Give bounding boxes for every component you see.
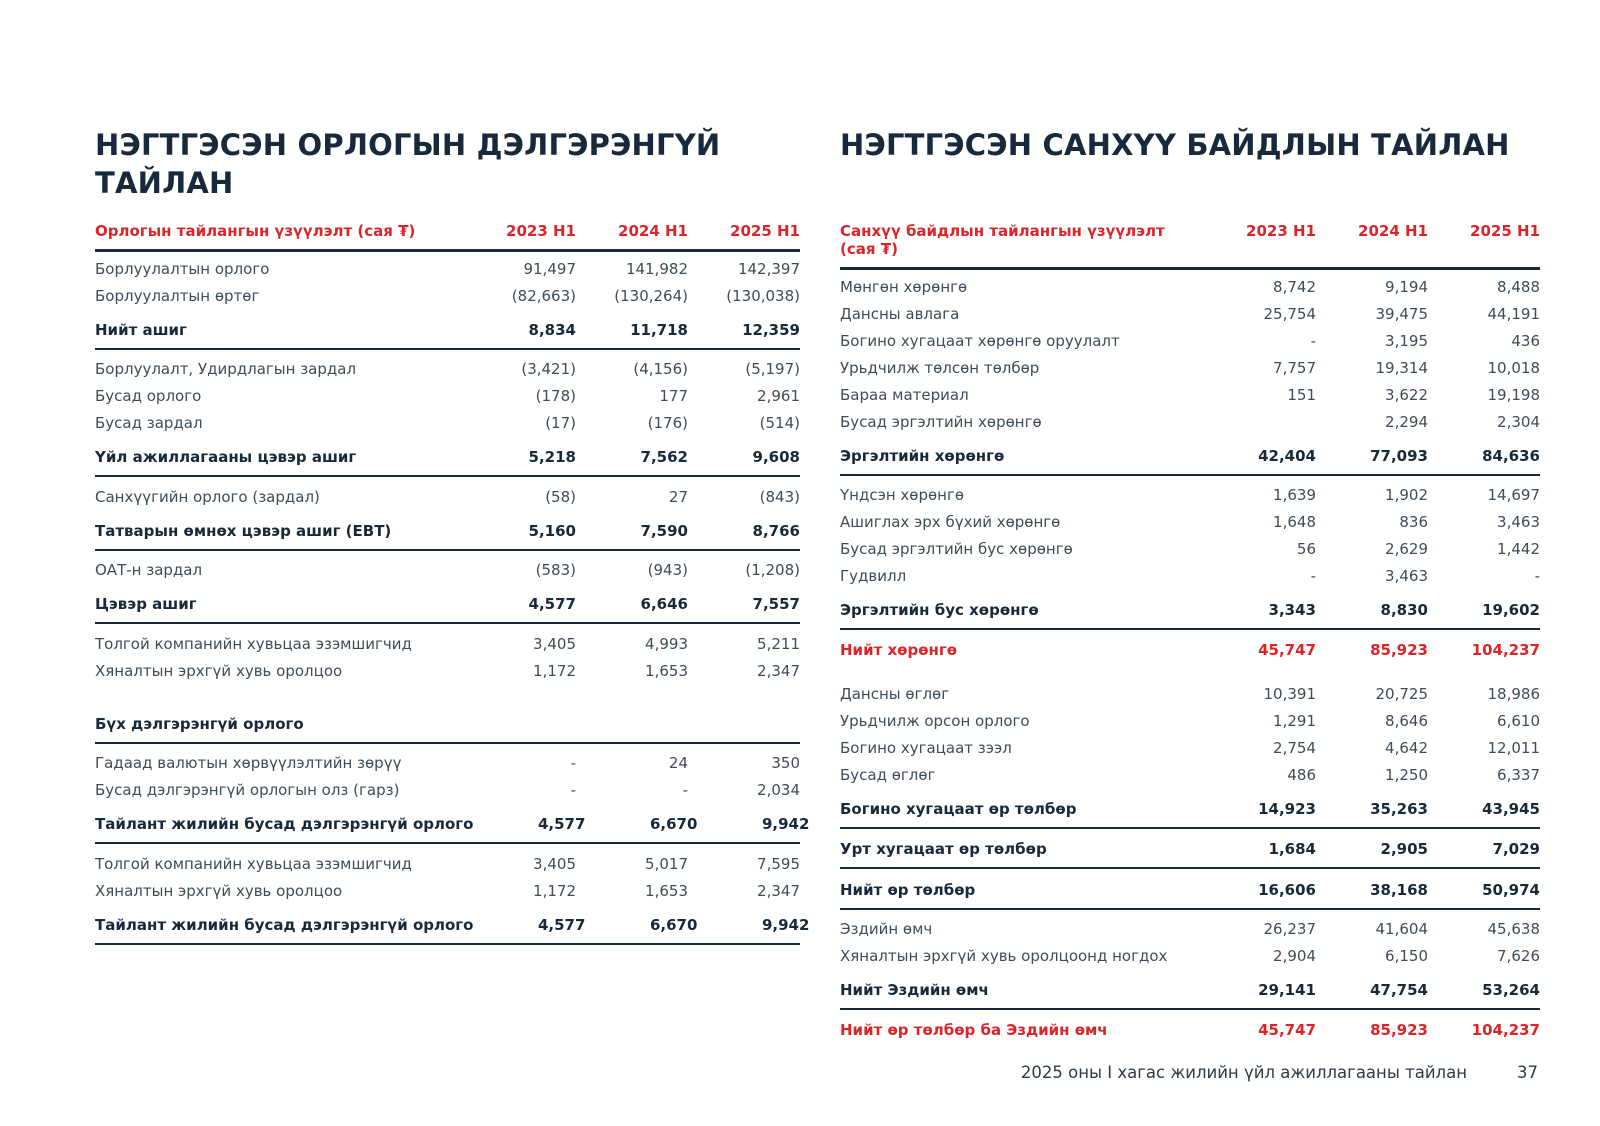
income-statement-rows [95,252,810,945]
row-value: (178) [535,387,576,405]
table-row [95,630,800,657]
table-row [95,710,800,744]
row-value: 8,766 [752,521,800,540]
row-value: 141,982 [625,259,688,278]
row-value: 2,347 [757,881,800,900]
table-row [840,943,1540,970]
row-label: Хяналтын эрхгүй хувь оролцоо [95,881,343,900]
row-label: Бусад өглөг [840,765,936,784]
row-label: Богино хугацаат хөрөнгө оруулалт [840,331,1120,350]
row-label: Урьдчилж орсон орлого [840,711,1030,730]
page-number: 37 [1517,1063,1538,1082]
row-value: 4,993 [645,634,688,653]
row-value: (130,264) [614,286,688,305]
row-value: 9,942 [761,815,810,833]
table-row [840,916,1540,943]
row-value: 26,237 [1263,920,1316,938]
row-value: 39,475 [1375,304,1428,323]
row-value: 56 [1296,540,1316,558]
row-value: 6,646 [640,595,688,613]
row-label: Нийт өр төлбөр [840,880,976,899]
row-value: (843) [759,487,800,506]
row-label: Мөнгөн хөрөнгө [840,277,968,296]
table-row [95,483,800,510]
row-value: 5,017 [645,854,688,873]
row-value: (1,208) [745,561,800,579]
row-value: 6,150 [1385,947,1428,965]
row-value: 4,642 [1385,738,1428,757]
row-value: 2,754 [1273,738,1316,757]
row-label: Богино хугацаат зээл [840,738,1012,757]
row-value: 3,343 [1268,601,1316,619]
row-value: 1,172 [533,661,576,680]
row-value: 14,697 [1487,486,1540,504]
table-row [95,877,800,904]
table-row [95,282,800,309]
row-value: 43,945 [1482,799,1540,818]
row-value: 2,961 [757,387,800,405]
row-label: Бусад эргэлтийн бус хөрөнгө [840,540,1073,558]
row-value: 8,834 [528,320,576,339]
row-value: 8,742 [1273,277,1316,296]
table-row [95,255,800,282]
row-value: 151 [1287,385,1316,404]
row-value: - [1310,567,1316,585]
row-label: Нийт Эздийн өмч [840,981,989,999]
row-value: 25,754 [1263,304,1316,323]
row-value: 12,011 [1487,738,1540,757]
row-label: Бараа материал [840,385,969,404]
row-value: 1,653 [645,881,688,900]
table-row [95,911,810,945]
row-value: 6,337 [1497,765,1540,784]
row-value: 104,237 [1471,1020,1540,1039]
row-value: 5,160 [528,521,576,540]
row-value: 436 [1511,331,1540,350]
row-label: Бусад дэлгэрэнгүй орлогын олз (гарз) [95,781,400,799]
row-value: (17) [545,414,576,432]
row-value: 2,904 [1273,947,1316,965]
row-value: 29,141 [1258,981,1316,999]
row-label: ОАТ-н зардал [95,561,203,579]
row-value: 2,034 [757,781,800,799]
row-value: 9,608 [752,448,800,466]
row-value: 16,606 [1258,880,1316,899]
row-value: 35,263 [1370,799,1428,818]
row-value: (3,421) [521,360,576,378]
row-value: - [1534,567,1540,585]
row-value: 11,718 [630,320,688,339]
row-value: 27 [668,487,688,506]
table-row [840,442,1540,476]
row-value: 9,942 [761,915,810,934]
row-value: 5,218 [528,448,576,466]
row-value: 77,093 [1370,446,1428,465]
row-value: 24 [668,754,688,772]
table-row [840,509,1540,536]
row-value: 8,488 [1497,277,1540,296]
table-row [840,327,1540,354]
table-row [840,977,1540,1011]
row-value: 6,670 [649,915,698,934]
row-value: 10,018 [1487,358,1540,377]
row-label: Үндсэн хөрөнгө [840,486,965,504]
row-value: 7,595 [757,854,800,873]
row-value: 4,577 [537,815,586,833]
row-value: 3,405 [533,634,576,653]
table-row [840,381,1540,408]
row-value: 53,264 [1482,981,1540,999]
balance-sheet-header [840,222,1540,270]
row-label: Санхүүгийн орлого (зардал) [95,487,320,506]
row-value: 6,610 [1497,711,1540,730]
row-value: 7,757 [1273,358,1316,377]
row-label: Толгой компанийн хувьцаа эзэмшигчид [95,854,412,873]
row-value: 3,463 [1497,513,1540,531]
row-value: 8,830 [1380,601,1428,619]
row-label: Хяналтын эрхгүй хувь оролцоо [95,661,343,680]
table-row [840,734,1540,761]
row-value: 20,725 [1375,684,1428,703]
header-col-2023: 2023 H1 [1246,222,1316,240]
row-value: 1,250 [1385,765,1428,784]
row-label: Эргэлтийн бус хөрөнгө [840,601,1039,619]
row-value: 6,670 [649,815,698,833]
header-col-2024: 2024 H1 [1358,222,1428,240]
row-value: (4,156) [633,360,688,378]
row-value: 836 [1399,513,1428,531]
row-value: 1,291 [1273,711,1316,730]
row-label: Нийт хөрөнгө [840,640,958,659]
row-value: 1,172 [533,881,576,900]
row-value: 45,638 [1487,920,1540,938]
row-value: 44,191 [1487,304,1540,323]
row-value: 19,602 [1482,601,1540,619]
row-value: - [570,754,576,772]
row-label: Тайлант жилийн бусад дэлгэрэнгүй орлого [95,915,474,934]
table-row [840,636,1540,663]
row-value: 12,359 [742,320,800,339]
row-value: 2,304 [1497,412,1540,431]
page-footer [1021,1063,1538,1082]
row-value: 7,562 [640,448,688,466]
row-value: 3,195 [1385,331,1428,350]
table-row [95,811,810,845]
row-label: Борлуулалт, Удирдлагын зардал [95,360,357,378]
table-row [840,707,1540,734]
row-value: (583) [535,561,576,579]
row-label: Богино хугацаат өр төлбөр [840,799,1077,818]
table-row [840,408,1540,435]
row-value: 91,497 [523,259,576,278]
row-value: 47,754 [1370,981,1428,999]
table-row [95,850,800,877]
table-row [95,517,800,551]
table-row [840,300,1540,327]
row-value: 85,923 [1370,640,1428,659]
row-label: Эздийн өмч [840,920,933,938]
row-label: Урьдчилж төлсөн төлбөр [840,358,1040,377]
row-label: Борлуулалтын орлого [95,259,270,278]
row-label: Эргэлтийн хөрөнгө [840,446,1005,465]
header-label: Орлогын тайлангын үзүүлэлт (сая ₮) [95,222,416,240]
row-label: Татварын өмнөх цэвэр ашиг (EBT) [95,521,392,540]
header-label: Санхүү байдлын тайлангын үзүүлэлт (сая ₮) [840,222,1165,258]
income-statement-section [95,126,810,1060]
table-row [95,750,800,777]
row-value: 104,237 [1471,640,1540,659]
table-row [840,761,1540,788]
row-value: 41,604 [1375,920,1428,938]
row-value: 7,557 [752,595,800,613]
table-row [840,1016,1540,1043]
row-value: (514) [759,414,800,432]
row-label: Ашиглах эрх бүхий хөрөнгө [840,513,1061,531]
row-value: 4,577 [537,915,586,934]
row-value: 2,905 [1380,840,1428,858]
row-label: Бусад зардал [95,414,203,432]
row-value: 7,029 [1492,840,1540,858]
row-value: (176) [647,414,688,432]
table-row [95,383,800,410]
row-value: (58) [545,487,576,506]
row-value: 42,404 [1258,446,1316,465]
row-value: 10,391 [1263,684,1316,703]
table-row [95,777,800,804]
row-value: - [682,781,688,799]
row-label: Бусад эргэлтийн хөрөнгө [840,412,1042,431]
row-label: Толгой компанийн хувьцаа эзэмшигчид [95,634,412,653]
table-row [840,354,1540,381]
row-value: 19,198 [1487,385,1540,404]
two-column-layout [95,126,1540,1060]
row-value: (130,038) [726,286,800,305]
row-value: 8,646 [1385,711,1428,730]
row-value: - [1310,331,1316,350]
row-label: Дансны авлага [840,304,960,323]
row-value: 2,294 [1385,412,1428,431]
table-row [95,444,800,478]
table-row [840,597,1540,631]
row-value: 486 [1287,765,1316,784]
row-value: 7,626 [1497,947,1540,965]
row-value: 18,986 [1487,684,1540,703]
table-row [840,563,1540,590]
row-value: 3,622 [1385,385,1428,404]
balance-sheet-title: НЭГТГЭСЭН САНХҮҮ БАЙДЛЫН ТАЙЛАН [840,128,1510,162]
table-row [840,273,1540,300]
row-value: 45,747 [1258,640,1316,659]
row-label: Цэвэр ашиг [95,595,197,613]
row-value: 1,639 [1273,486,1316,504]
row-value: 177 [659,387,688,405]
table-row [840,876,1540,910]
row-value: 85,923 [1370,1020,1428,1039]
row-value: (943) [647,561,688,579]
row-value: 1,442 [1497,540,1540,558]
table-row [95,410,800,437]
table-row [95,557,800,584]
row-label: Нийт өр төлбөр ба Эздийн өмч [840,1020,1108,1039]
row-label: Тайлант жилийн бусад дэлгэрэнгүй орлого [95,815,474,833]
row-value: 19,314 [1375,358,1428,377]
row-value: (5,197) [745,360,800,378]
row-label: Урт хугацаат өр төлбөр [840,840,1047,858]
row-label: Бусад орлого [95,387,202,405]
row-label: Гудвилл [840,567,907,585]
table-row [840,536,1540,563]
balance-sheet-section [840,126,1540,1060]
header-col-2023: 2023 H1 [506,222,576,240]
row-value: 50,974 [1482,880,1540,899]
footer-report-title: 2025 оны I хагас жилийн үйл ажиллагааны тайлан [1020,1063,1467,1082]
row-label: Үйл ажиллагааны цэвэр ашиг [95,448,357,466]
row-value: - [570,781,576,799]
header-col-2025: 2025 H1 [1470,222,1540,240]
row-label: Хяналтын эрхгүй хувь оролцоонд ногдох [840,947,1168,965]
table-row [840,482,1540,509]
row-value: 1,684 [1268,840,1316,858]
table-row [840,680,1540,707]
row-value: 2,629 [1385,540,1428,558]
row-value: 9,194 [1385,277,1428,296]
row-label: Бүх дэлгэрэнгүй орлого [95,714,304,733]
table-row [95,657,800,684]
row-value: 3,405 [533,854,576,873]
row-label: Борлуулалтын өртөг [95,286,260,305]
row-value: 7,590 [640,521,688,540]
row-value: 1,648 [1273,513,1316,531]
row-value: 5,211 [757,634,800,653]
row-value: 3,463 [1385,567,1428,585]
row-value: 45,747 [1258,1020,1316,1039]
income-statement-header [95,222,800,252]
table-row [95,356,800,383]
row-value: 1,653 [645,661,688,680]
table-row [840,836,1540,870]
row-value: 2,347 [757,661,800,680]
row-value: 350 [771,754,800,772]
table-row [95,591,800,625]
row-value: 4,577 [528,595,576,613]
row-value: 84,636 [1482,446,1540,465]
row-value: 1,902 [1385,486,1428,504]
row-label: Дансны өглөг [840,684,950,703]
table-row [95,316,800,350]
header-col-2025: 2025 H1 [730,222,800,240]
table-row [840,795,1540,829]
header-col-2024: 2024 H1 [618,222,688,240]
row-label: Нийт ашиг [95,320,187,339]
row-value: 14,923 [1258,799,1316,818]
row-label: Гадаад валютын хөрвүүлэлтийн зөрүү [95,754,402,772]
row-value: 38,168 [1370,880,1428,899]
income-statement-title: НЭГТГЭСЭН ОРЛОГЫН ДЭЛГЭРЭНГҮЙ ТАЙЛАН [95,128,721,201]
row-value: 142,397 [737,259,800,278]
balance-sheet-rows [840,270,1540,1043]
row-value: (82,663) [511,286,576,305]
